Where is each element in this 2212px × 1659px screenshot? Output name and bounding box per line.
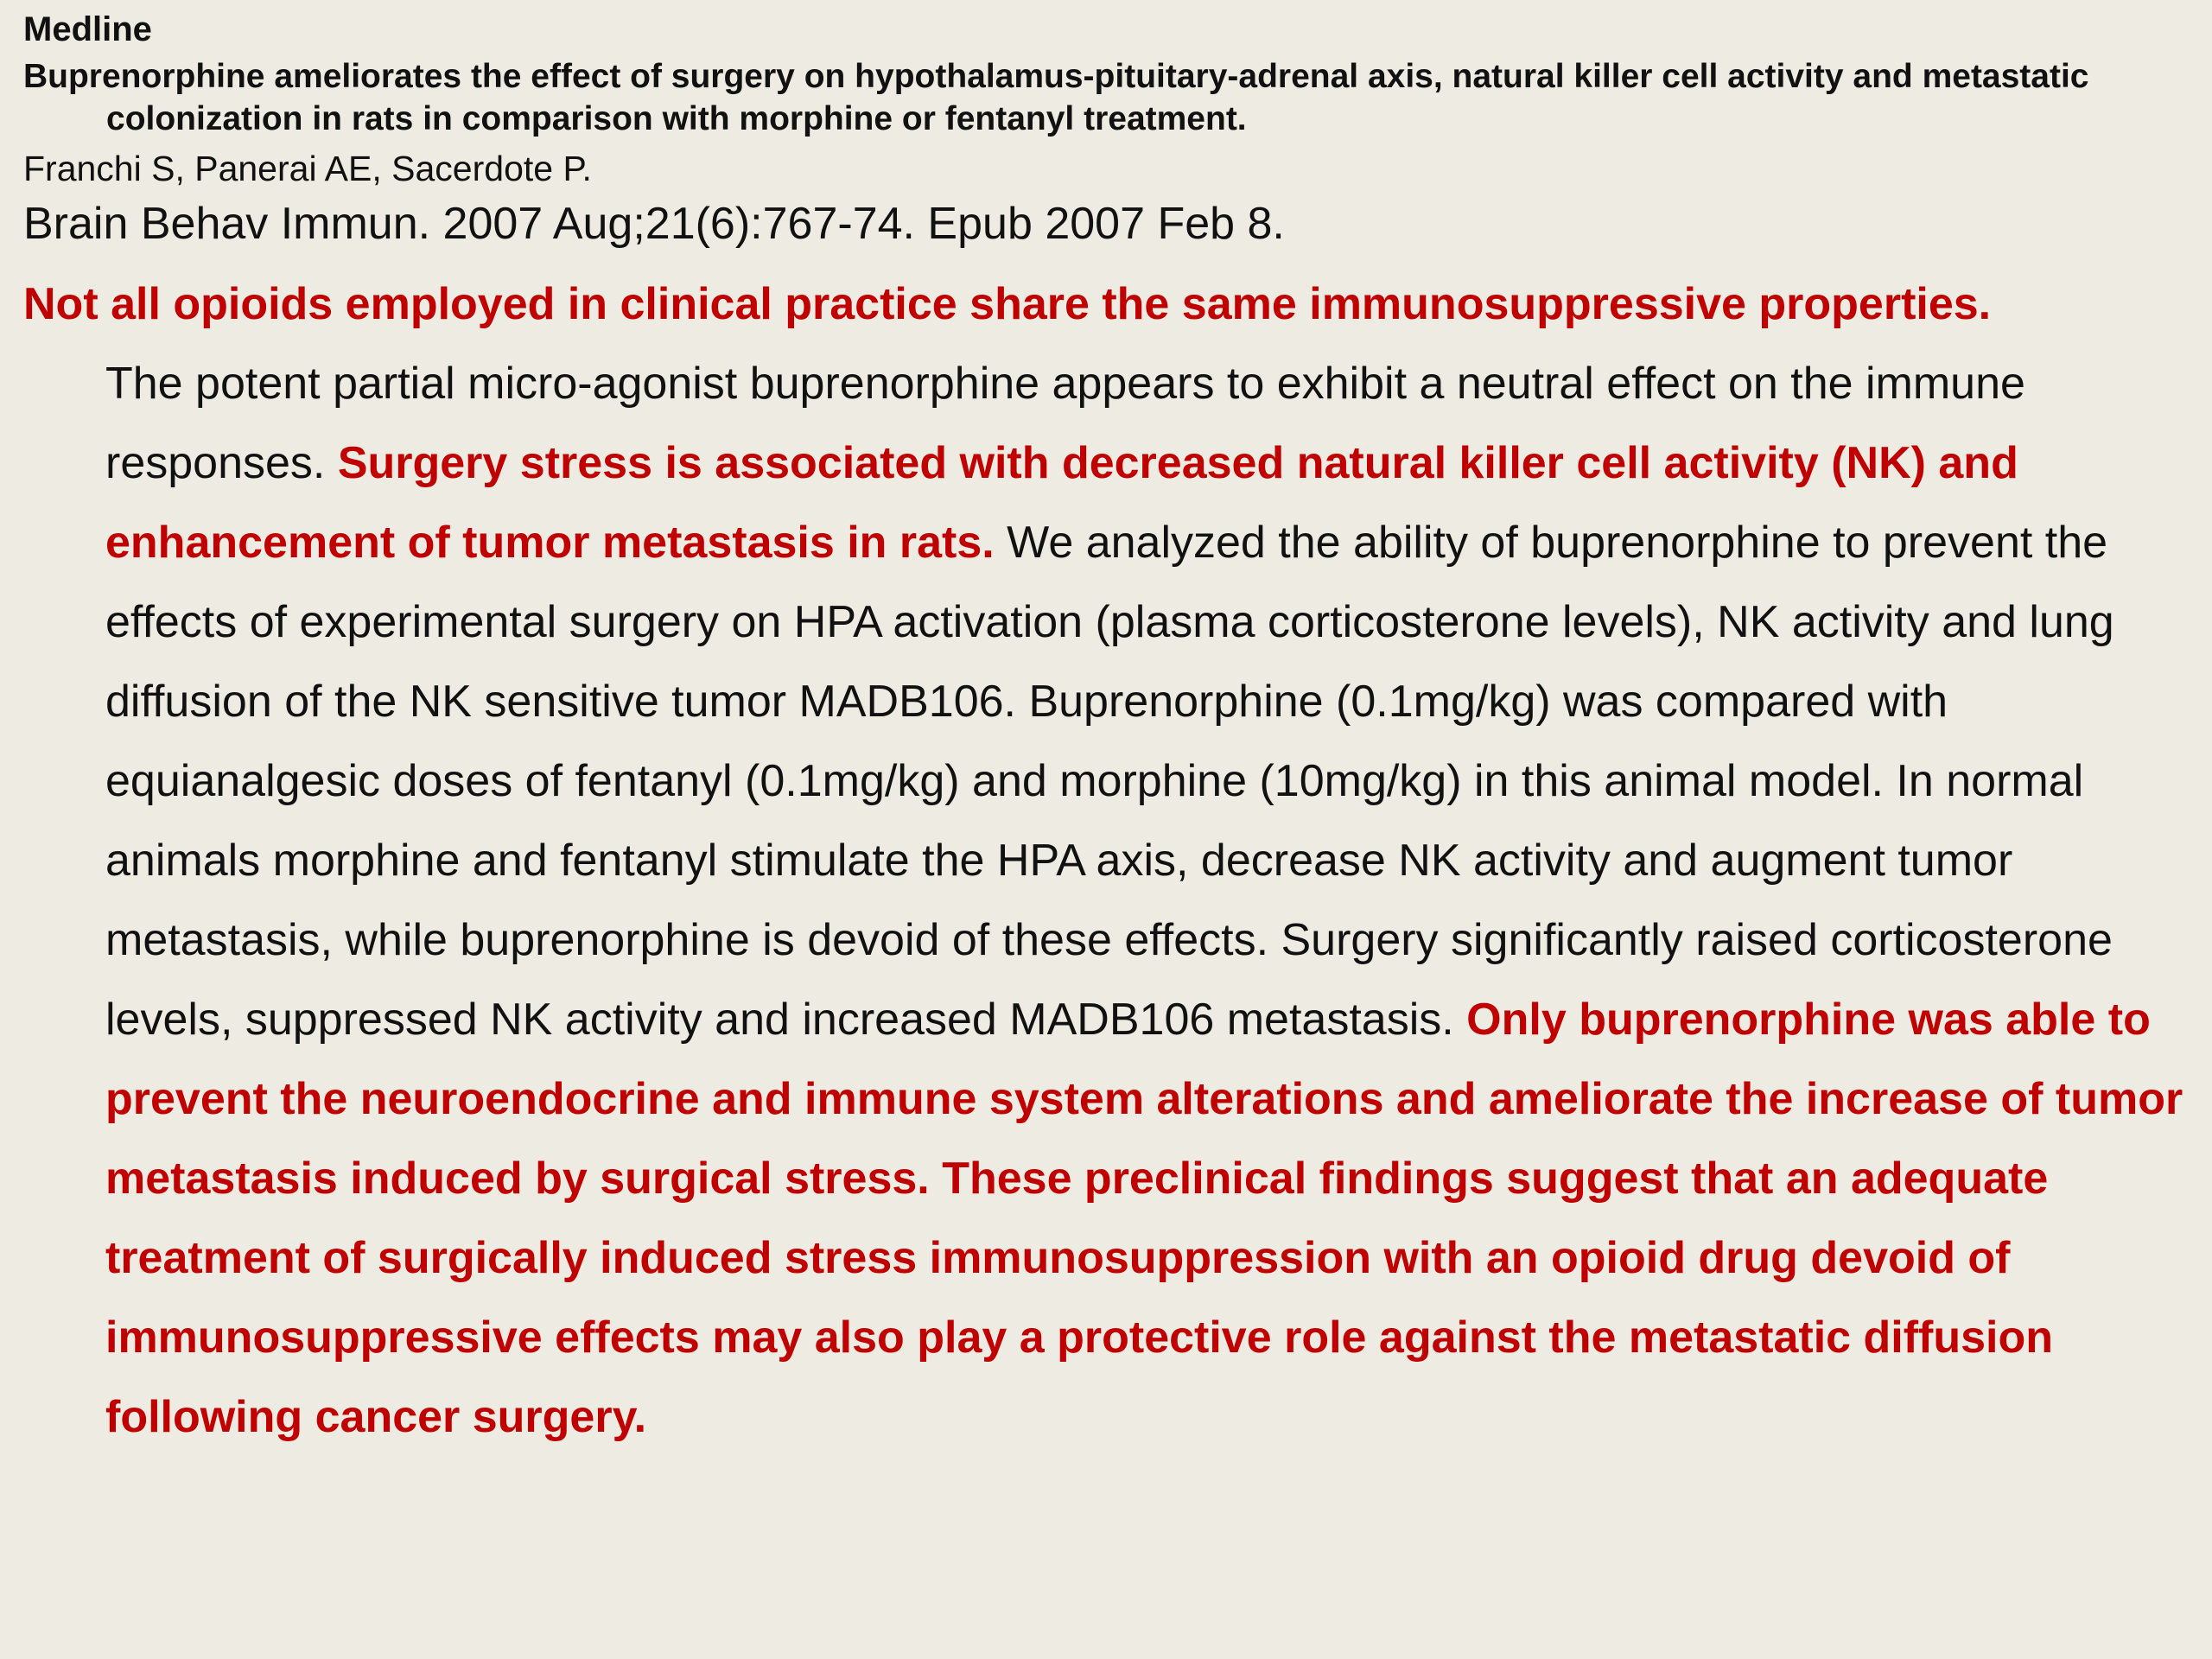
article-citation: Brain Behav Immun. 2007 Aug;21(6):767-74. Epub 2007 Feb 8. [23, 199, 1285, 249]
abstract-paragraph [23, 344, 2183, 1457]
abstract-text-2: We analyzed the ability of buprenorphine to prevent the effects of experimental surgery on HPA activation (plasma corticosterone levels), NK activity and lung diffusion of the NK sensitive tumor MADB106. Buprenorphine (0.1mg/kg) was compared with equianalgesic doses of fentanyl (0.1mg/kg) and morphine (10mg/kg) in this animal model. In normal animals morphine and fentanyl stimulate the HPA axis, decrease NK activity and augment tumor metastasis, while buprenorphine is devoid of these effects. Surgery significantly raised corticosterone levels, suppressed NK activity and increased MADB106 metastasis. [105, 518, 2114, 1045]
lead-statement: Not all opioids employed in clinical practice share the same immunosuppressive properties. [23, 279, 1992, 329]
source-label: Medline [23, 10, 152, 48]
abstract-text-1: The potent partial micro-agonist buprenorphine appears to exhibit a neutral effect on the immune responses. [105, 359, 2025, 488]
slide [23, 7, 2183, 1457]
abstract-highlight-2: Only buprenorphine was able to prevent the neuroendocrine and immune system alterations and ameliorate the increase of tumor metastasis induced by surgical stress. These preclinical findings suggest that an adequate treatment of surgically induced stress immunosuppression with an opioid drug devoid of immunosuppressive effects may also play a protective role against the metastatic diffusion following cancer surgery. [105, 995, 2183, 1442]
abstract-highlight-1: Surgery stress is associated with decreased natural killer cell activity (NK) and enhancement of tumor metastasis in rats. [105, 438, 2018, 568]
article-title: Buprenorphine ameliorates the effect of surgery on hypothalamus-pituitary-adrenal axis, natural killer cell activity and metastatic colonization in rats in comparison with morphine or fentanyl treatment. [23, 58, 2089, 137]
article-authors: Franchi S, Panerai AE, Sacerdote P. [23, 149, 592, 188]
